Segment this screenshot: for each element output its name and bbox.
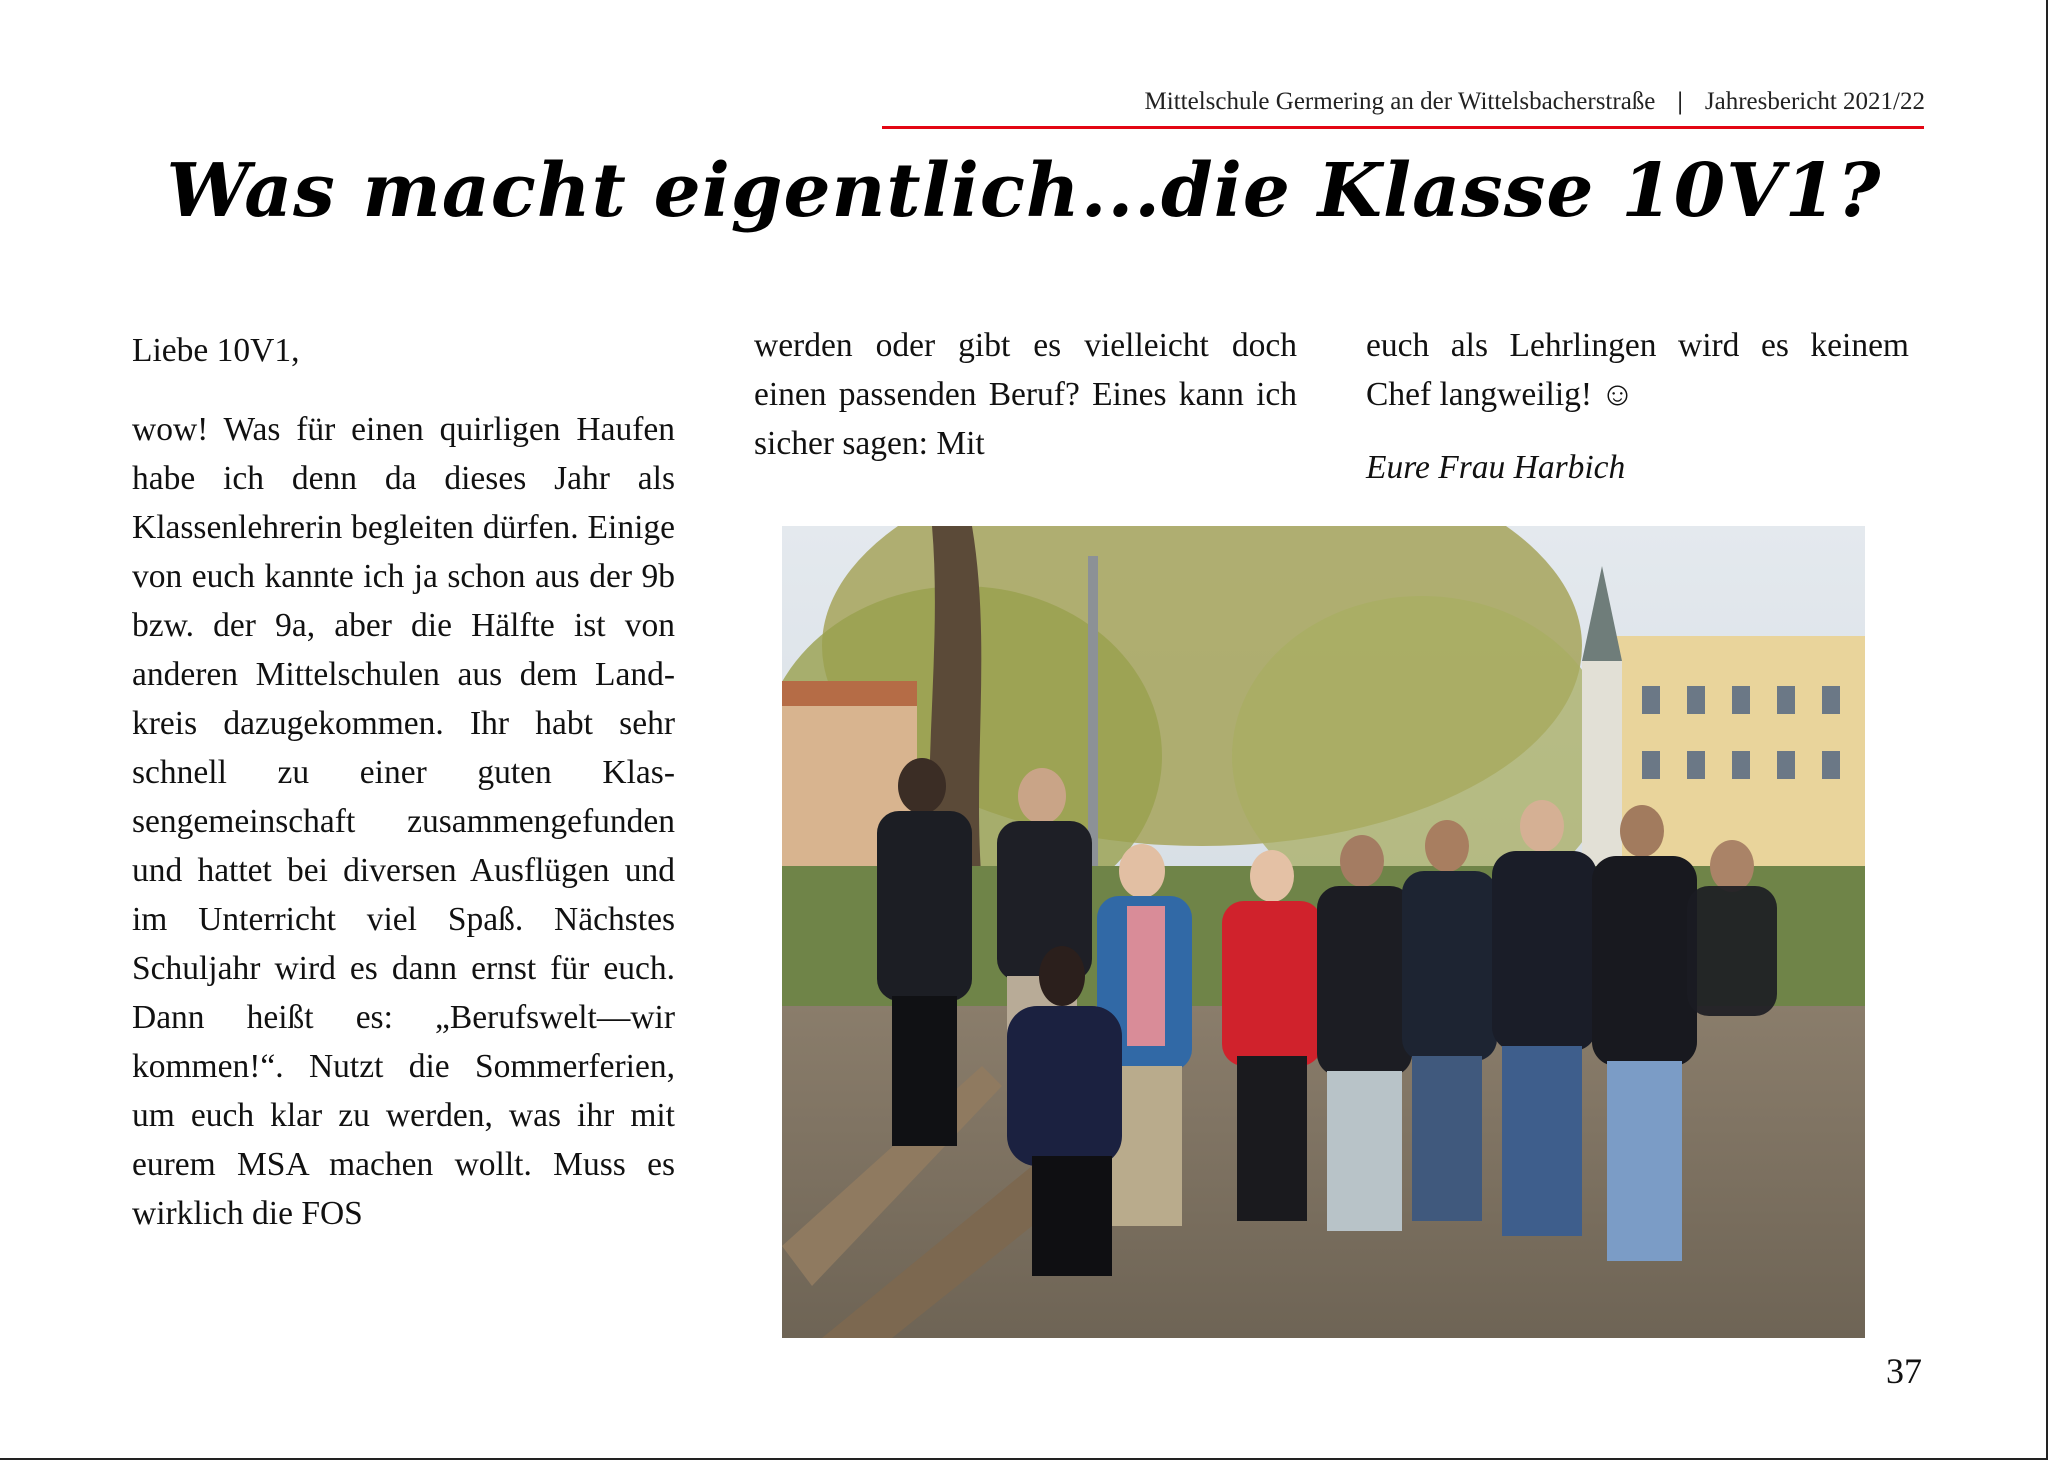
signature: Eure Frau Harbich (1366, 449, 1626, 486)
header-rule (882, 126, 1924, 129)
header-report: Jahresbericht 2021/22 (1704, 88, 1925, 115)
header-separator: | (1677, 88, 1683, 115)
column-1 (132, 326, 675, 1238)
column-2 (754, 321, 1297, 468)
group-photo-illustration (782, 526, 1865, 1338)
column-1-text: wow! Was für einen quirligen Haufen habe ich denn da dieses Jahr als Klassenlehrerin begleiten dürfen. Einige von euch kannte ich ja schon aus der 9b bzw. der 9a, aber die Hälfte ist von anderen Mittelschulen aus dem Landkreis dazugekommen. Ihr habt sehr schnell zu einer guten Klassengemeinschaft zusammengefunden und hattet bei diversen Ausflügen und im Unterricht viel Spaß. Nächstes Schuljahr wird es dann ernst für euch. Dann heißt es: „Berufswelt—wir kommen!“. Nutzt die Sommerferien, um euch klar zu werden, was ihr mit eurem MSA machen wollt. Muss es wirklich die FOS (132, 411, 675, 1232)
running-header (885, 88, 1925, 116)
header-school: Mittelschule Germering an der Wittelsbacherstraße (1144, 88, 1656, 115)
column-3 (1366, 321, 1909, 492)
greeting: Liebe 10V1, (132, 332, 300, 369)
column-2-text: werden oder gibt es vielleicht doch einen passenden Beruf? Eines kann ich sicher sagen: Mit (754, 327, 1297, 462)
column-3-text: euch als Lehrlingen wird es keinem Chef langweilig! ☺ (1366, 327, 1909, 413)
page-number: 37 (1886, 1351, 1922, 1391)
article-title: Was macht eigentlich...die Klasse 10V1? (166, 148, 1882, 234)
class-group-photo (782, 526, 1865, 1338)
